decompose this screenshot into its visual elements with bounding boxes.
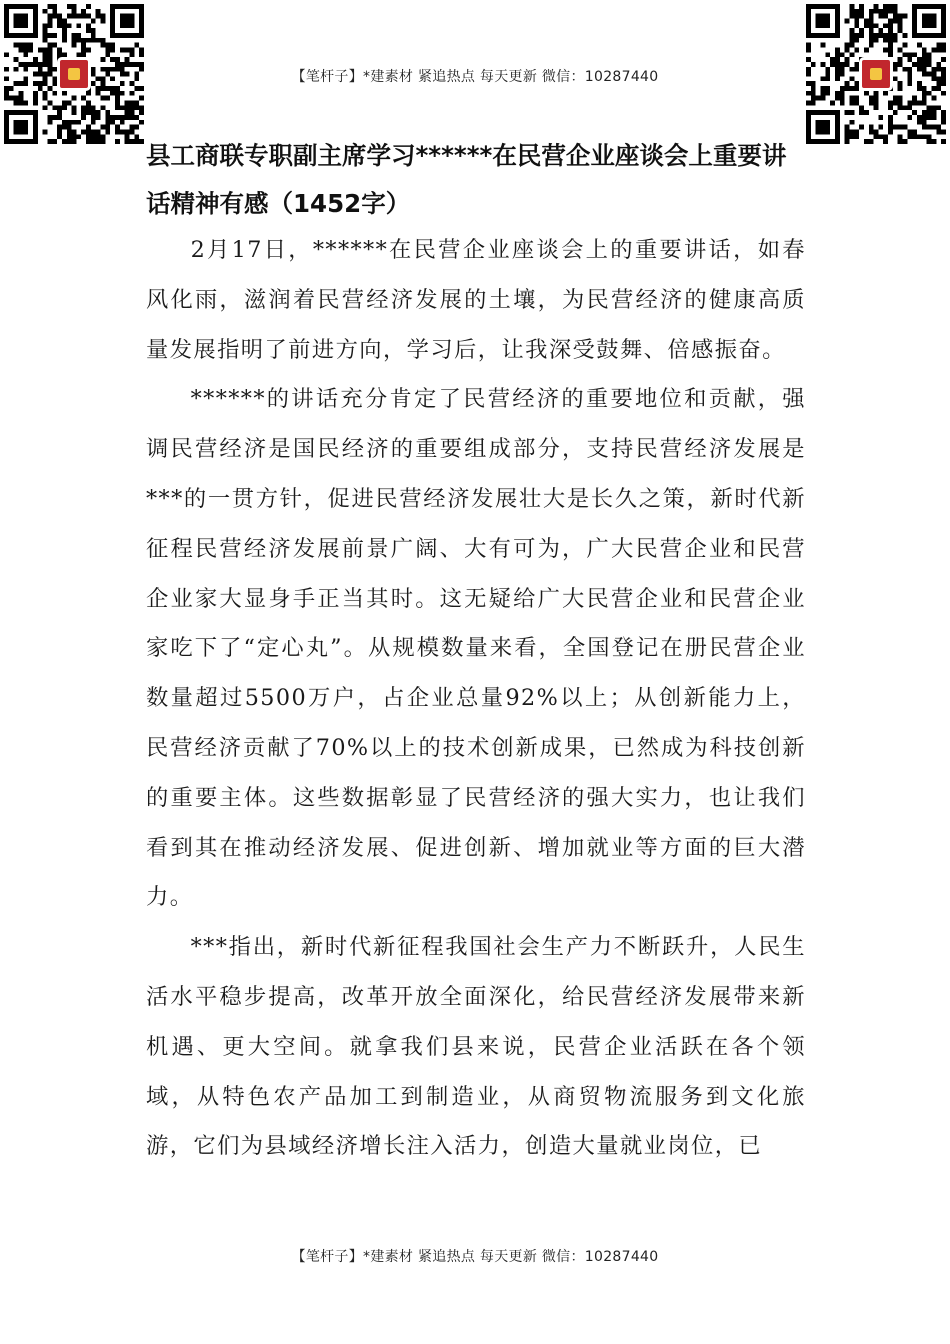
paragraph: ******的讲话充分肯定了民营经济的重要地位和贡献，强调民营经济是国民经济的重要组成部分，支持民营经济发展是***的一贯方针，促进民营经济发展壮大是长久之策，新时代新征程民营经济发展前景广阔、大有可为，广大民营企业和民营企业家大显身手正当其时。这无疑给广大民营企业和民营企业家吃下了“定心丸”。从规模数量来看，全国登记在册民营企业数量超过5500万户，占企业总量92%以上；从创新能力上，民营经济贡献了70%以上的技术创新成果，已然成为科技创新的重要主体。这些数据彰显了民营经济的强大实力，也让我们看到其在推动经济发展、促进创新、增加就业等方面的巨大潜力。 xyxy=(146,386,806,911)
paragraph: 2月17日，******在民营企业座谈会上的重要讲话，如春风化雨，滋润着民营经济发展的土壤，为民营经济的健康高质量发展指明了前进方向，学习后，让我深受鼓舞、倍感振奋。 xyxy=(146,237,806,363)
document-body xyxy=(146,226,806,1172)
brand-logo-icon xyxy=(859,57,893,91)
paragraph: ***指出，新时代新征程我国社会生产力不断跃升，人民生活水平稳步提高，改革开放全面深化，给民营经济发展带来新机遇、更大空间。就拿我们县来说，民营企业活跃在各个领域，从特色农产品加工到制造业，从商贸物流服务到文化旅游，它们为县域经济增长注入活力，创造大量就业岗位，已 xyxy=(146,934,806,1160)
footer-banner: 【笔杆子】*建素材 紧追热点 每天更新 微信：10287440 xyxy=(291,1249,659,1265)
document-title: 县工商联专职副主席学习******在民营企业座谈会上重要讲话精神有感（1452字） xyxy=(146,141,787,218)
header-banner: 【笔杆子】*建素材 紧追热点 每天更新 微信：10287440 xyxy=(291,69,659,85)
qr-code-right xyxy=(806,4,946,144)
